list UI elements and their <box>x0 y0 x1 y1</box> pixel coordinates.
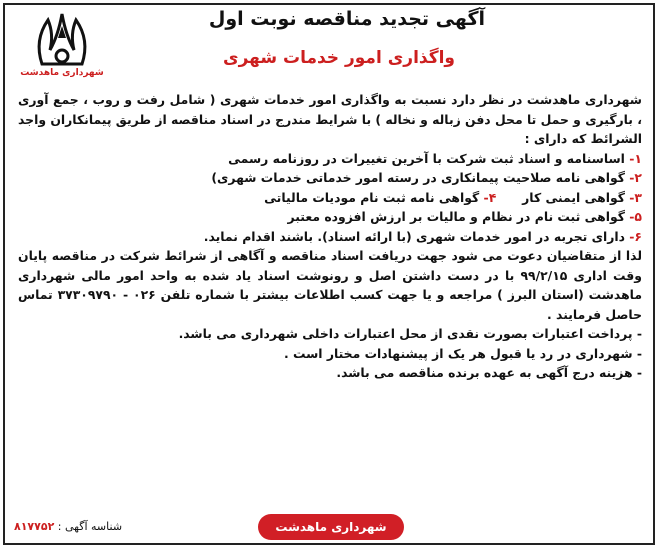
note-2: - شهرداری در رد یا قبول هر یک از پیشنهادات مختار است . <box>283 345 642 361</box>
requirement-item-2 <box>18 168 642 188</box>
intro-paragraph: شهرداری ماهدشت در نظر دارد نسبت به واگذاری امور خدمات شهری ( شامل رفت و روب ، جمع آوری ، بارگیری و حمل تا محل دفن زباله و نخاله ) با شرایط مندرج در اسناد مناقصه از طریق پیمانکاران واجد الشرائط که دارای : <box>18 92 642 146</box>
advertisement-body <box>18 90 642 383</box>
requirement-item-5 <box>18 207 642 227</box>
page-subtitle: واگذاری امور خدمات شهری <box>222 48 455 68</box>
logo-caption: شهرداری ماهدشت <box>20 68 104 78</box>
item-number: ۵- <box>629 209 642 224</box>
ad-id-value: ۸۱۷۷۵۲ <box>14 520 55 533</box>
requirement-item-3-4 <box>18 188 642 208</box>
requirement-item-6 <box>18 227 642 247</box>
item-number: ۶- <box>629 228 642 244</box>
item-number: ۴- <box>483 189 497 205</box>
item-number: ۱- <box>629 150 642 166</box>
note-3: - هزینه درج آگهی به عهده برنده مناقصه می باشد. <box>336 365 642 380</box>
requirement-item-1 <box>18 149 642 169</box>
invitation-paragraph: لذا از متقاضیان دعوت می شود جهت دریافت اسناد مناقصه و آگاهی از شرائط شرکت در مناقصه پایان وقت اداری ۹۹/۲/۱۵ با در دست داشتن اصل و رونوشت اسناد یاد شده به واحد امور مالی شهرداری ماهدشت (استان البرز ) مراجعه و یا جهت کسب اطلاعات بیشتر با شماره تلفن ۰۲۶ - ۳۷۳۰۹۷۹۰ تماس حاصل فرمایند . <box>18 248 642 322</box>
ad-id <box>14 520 122 533</box>
item-text: اساسنامه و اسناد ثبت شرکت با آخرین تغییرات در روزنامه رسمی <box>228 150 625 166</box>
item-text: گواهی ایمنی کار <box>522 189 625 205</box>
item-text: دارای تجربه در امور خدمات شهری (با ارائه اسناد). باشند اقدام نماید. <box>203 228 625 244</box>
page-title: آگهی تجدید مناقصه نوبت اول <box>208 8 485 30</box>
ad-id-label: شناسه آگهی : <box>57 520 123 533</box>
item-text: گواهی نامه صلاحیت پیمانکاری در رسته امور خدماتی خدمات شهری) <box>211 170 625 185</box>
item-number: ۲- <box>629 170 642 185</box>
note-1: - پرداخت اعتبارات بصورت نقدی از محل اعتبارات داخلی شهرداری می باشد. <box>178 326 642 341</box>
item-text: گواهی نامه ثبت نام مودیات مالیاتی <box>264 189 480 205</box>
publisher-badge: شهرداری ماهدشت <box>258 514 404 540</box>
item-number: ۳- <box>629 189 642 205</box>
item-text: گواهی ثبت نام در نظام و مالیات بر ارزش افزوده معتبر <box>287 209 625 224</box>
